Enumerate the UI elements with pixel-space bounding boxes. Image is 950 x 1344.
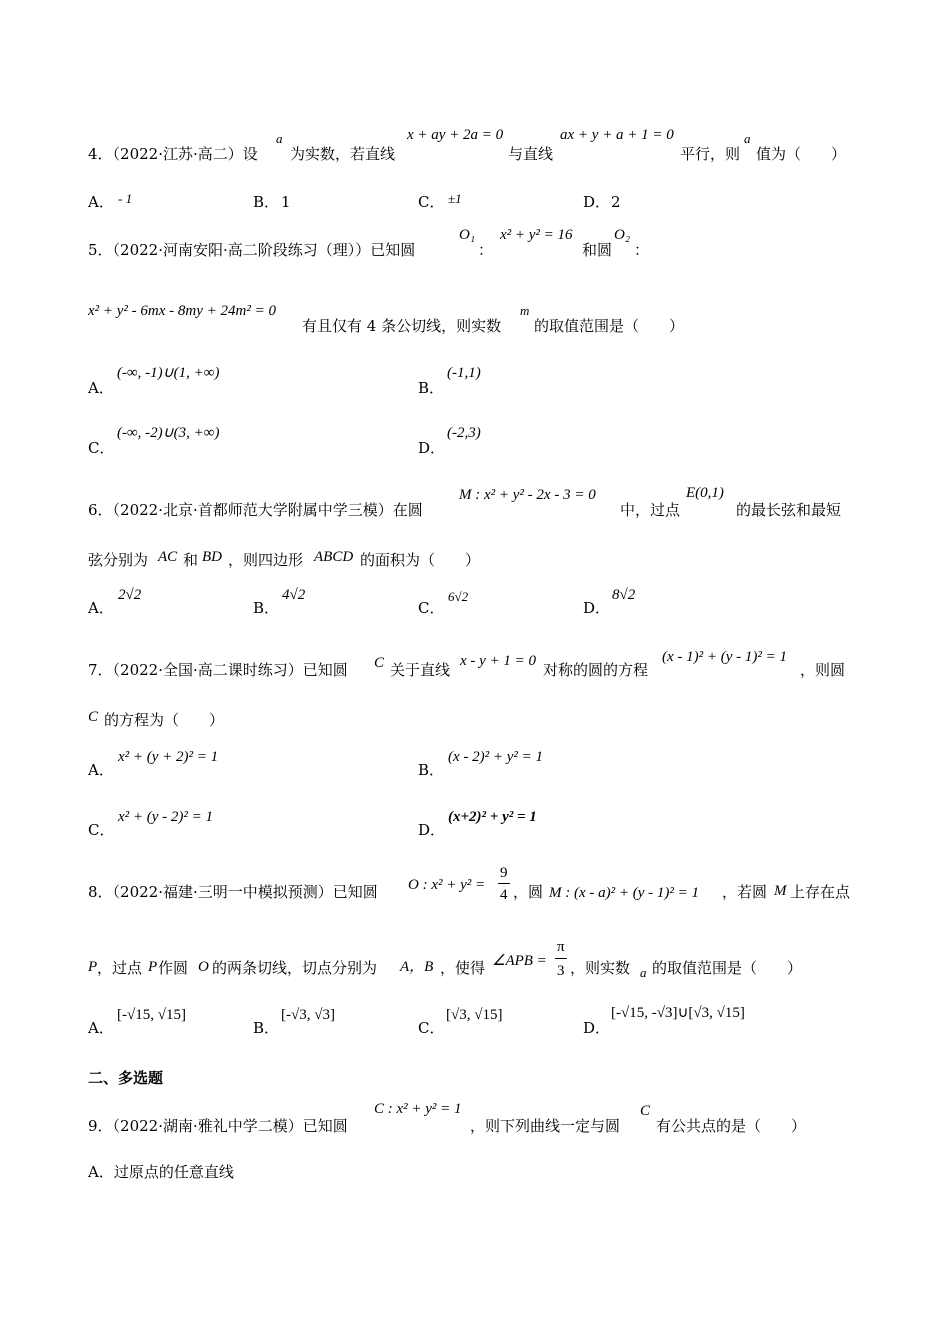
q8-point-p: P <box>88 959 98 975</box>
q5-colon-2: ： <box>634 241 650 259</box>
q5-colon-1: ： <box>478 241 494 259</box>
q7-text-1: 关于直线 <box>390 661 451 679</box>
q7-option-a-value: x² + (y + 2)² = 1 <box>118 749 219 765</box>
q8-fraction-bar <box>498 883 510 884</box>
q6-option-a-value: 2√2 <box>118 587 142 603</box>
q5-option-c-value: (-∞, -2)∪(3, +∞) <box>117 425 220 441</box>
q8-text-2: ，若圆 <box>722 883 768 901</box>
q7-option-a-label: A． <box>88 761 114 779</box>
q5-option-a-label: A． <box>88 379 114 397</box>
q7-circle-c2: C <box>88 709 99 725</box>
q9-text-2: 有公共点的是（ ） <box>656 1117 807 1135</box>
q8-line2-text-4: ，使得 <box>440 959 486 977</box>
q5-equation-2: x² + y² - 6mx - 8my + 24m² = 0 <box>88 303 276 319</box>
q7-circle-c: C <box>374 655 385 671</box>
q8-line2-text-2: 作圆 <box>158 959 189 977</box>
q8-line2-text-1: ，过点 <box>97 959 143 977</box>
q5-text-1: 和圆 <box>582 241 613 259</box>
q6-option-d-label: D． <box>583 599 611 617</box>
q8-option-b-value: [-√3, √3] <box>281 1007 335 1023</box>
q4-option-b-value: 1 <box>281 193 291 211</box>
q7-symmetric-circle: (x - 1)² + (y - 1)² = 1 <box>662 649 788 665</box>
q8-option-d-label: D． <box>583 1019 611 1037</box>
q8-fraction-denominator: 4 <box>500 887 508 903</box>
q5-option-b-label: B． <box>418 379 445 397</box>
q4-var-a: a <box>276 131 283 146</box>
q8-line2-text-6: 的取值范围是（ ） <box>652 959 803 977</box>
q4-line-1: x + ay + 2a = 0 <box>407 127 504 143</box>
q6-chord-bd: BD <box>202 549 222 565</box>
q6-line2-text-3: 的面积为（ ） <box>360 551 481 569</box>
q6-text-1: 中，过点 <box>620 501 681 519</box>
q8-option-d-value: [-√15, -√3]∪[√3, √15] <box>611 1005 745 1021</box>
q7-option-b-label: B． <box>418 761 445 779</box>
q4-option-c-label: C． <box>418 193 445 211</box>
q5-text-2: 有且仅有 4 条公切线，则实数 <box>302 317 502 335</box>
q6-option-b-value: 4√2 <box>282 587 306 603</box>
q7-option-c-value: x² + (y - 2)² = 1 <box>118 809 214 825</box>
q8-fraction-numerator: 9 <box>500 865 508 881</box>
q4-option-c-value: ±1 <box>448 191 462 206</box>
q6-chord-ac: AC <box>158 549 178 565</box>
q8-line2-text-5: ，则实数 <box>570 959 631 977</box>
q6-point-e: E(0,1) <box>686 485 724 501</box>
q4-option-d-value: 2 <box>611 193 621 211</box>
q8-option-a-label: A． <box>88 1019 114 1037</box>
q7-text-2: 对称的圆的方程 <box>543 661 649 679</box>
q7-text-3: ，则圆 <box>800 661 846 679</box>
q8-number: 8．（2022·福建·三明一中模拟预测）已知圆 <box>88 883 378 901</box>
q5-var-m: m <box>520 303 530 318</box>
q5-option-c-label: C． <box>88 439 115 457</box>
q5-circle-o1: O₁ <box>459 227 476 243</box>
q6-text-2: 的最长弦和最短 <box>736 501 842 519</box>
q8-pi: π <box>557 939 565 955</box>
q5-circle-o2: O₂ <box>614 227 631 243</box>
q5-option-d-label: D． <box>418 439 446 457</box>
q7-option-b-value: (x - 2)² + y² = 1 <box>448 749 544 765</box>
q9-circle-equation: C : x² + y² = 1 <box>374 1101 462 1117</box>
q6-circle-equation: M : x² + y² - 2x - 3 = 0 <box>459 487 596 503</box>
q6-and: 和 <box>183 551 199 569</box>
q8-three: 3 <box>557 963 565 979</box>
q8-tangent-points: A，B <box>400 959 434 975</box>
q8-var-a: a <box>640 965 647 980</box>
q4-line-2: ax + y + a + 1 = 0 <box>560 127 674 143</box>
q4-text-1: 为实数，若直线 <box>290 145 396 163</box>
q8-circle-o-equation: O : x² + y² = <box>408 877 486 893</box>
q6-option-c-value: 6√2 <box>448 589 469 604</box>
q7-option-c-label: C． <box>88 821 115 839</box>
q8-line2-text-3: 的两条切线，切点分别为 <box>212 959 378 977</box>
q6-quad-abcd: ABCD <box>314 549 354 565</box>
q5-equation-1: x² + y² = 16 <box>500 227 573 243</box>
q9-text-1: ，则下列曲线一定与圆 <box>470 1117 621 1135</box>
q8-option-b-label: B． <box>253 1019 280 1037</box>
q4-number: 4．（2022·江苏·高二）设 <box>88 145 258 163</box>
q4-option-b-label: B． <box>253 193 280 211</box>
q6-option-c-label: C． <box>418 599 445 617</box>
q5-option-a-value: (-∞, -1)∪(1, +∞) <box>117 365 220 381</box>
q8-option-c-value: [√3, √15] <box>446 1007 503 1023</box>
q7-number: 7．（2022·全国·高二课时练习）已知圆 <box>88 661 348 679</box>
q8-option-c-label: C． <box>418 1019 445 1037</box>
q6-option-b-label: B． <box>253 599 280 617</box>
q4-option-a-label: A． <box>88 193 114 211</box>
q4-var-a2: a <box>744 131 751 146</box>
section-heading-multiple-choice: 二、多选题 <box>88 1069 164 1087</box>
q4-text-4: 值为（ ） <box>756 145 847 163</box>
q8-circle-m-equation: M : (x - a)² + (y - 1)² = 1 <box>549 885 700 901</box>
q4-option-d-label: D． <box>583 193 611 211</box>
q6-line2-text-2: ，则四边形 <box>228 551 304 569</box>
q9-circle-c: C <box>640 1103 651 1119</box>
q6-option-a-label: A． <box>88 599 114 617</box>
q8-circle-o: O <box>198 959 209 975</box>
q8-circle-m: M <box>774 883 787 899</box>
q5-option-d-value: (-2,3) <box>447 425 481 441</box>
q6-number: 6．（2022·北京·首都师范大学附属中学三模）在圆 <box>88 501 423 519</box>
q8-point-p2: P <box>148 959 158 975</box>
q5-number: 5．（2022·河南安阳·高二阶段练习（理））已知圆 <box>88 241 416 259</box>
q6-line2-text-1: 弦分别为 <box>88 551 149 569</box>
q7-text-4: 的方程为（ ） <box>104 711 225 729</box>
q8-text-3: 上存在点 <box>790 883 851 901</box>
q7-line-equation: x - y + 1 = 0 <box>460 653 537 669</box>
q7-option-d-value: (x+2)² + y² = 1 <box>448 809 537 825</box>
q4-text-3: 平行，则 <box>680 145 741 163</box>
q8-option-a-value: [-√15, √15] <box>117 1007 186 1023</box>
q5-text-3: 的取值范围是（ ） <box>534 317 685 335</box>
q7-option-d-label: D． <box>418 821 446 839</box>
q8-angle: ∠APB = <box>492 953 547 969</box>
q6-option-d-value: 8√2 <box>612 587 636 603</box>
q5-option-b-value: (-1,1) <box>447 365 481 381</box>
q4-option-a-value: - 1 <box>118 191 133 206</box>
q8-text-1: ，圆 <box>513 883 544 901</box>
q9-number: 9．（2022·湖南·雅礼中学二模）已知圆 <box>88 1117 348 1135</box>
q8-pi-fraction-bar <box>555 958 567 959</box>
q9-option-a: A．过原点的任意直线 <box>88 1163 234 1181</box>
q4-text-2: 与直线 <box>508 145 554 163</box>
